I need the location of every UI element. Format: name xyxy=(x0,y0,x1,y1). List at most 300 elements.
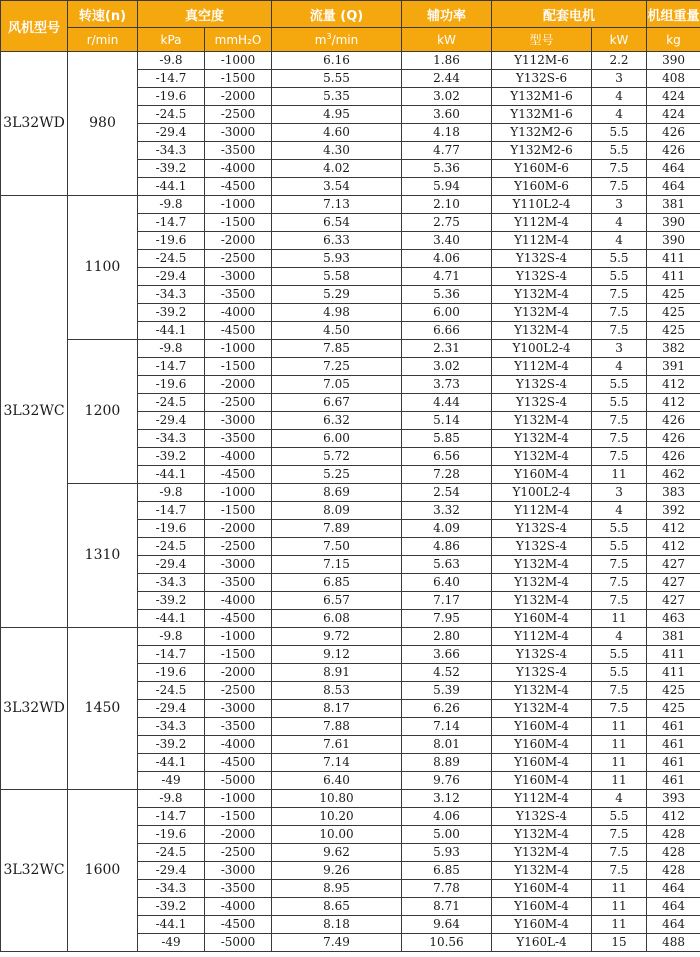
flow-cell: 10.80 xyxy=(272,790,402,808)
motor-type-cell: Y112M-4 xyxy=(492,502,592,520)
flow-cell: 9.62 xyxy=(272,844,402,862)
vacuum-mmh2o-cell: -4500 xyxy=(205,466,272,484)
motor-type-cell: Y160M-4 xyxy=(492,736,592,754)
motor-type-cell: Y132M-4 xyxy=(492,574,592,592)
flow-cell: 4.95 xyxy=(272,106,402,124)
aux-power-cell: 10.56 xyxy=(402,934,492,952)
motor-type-cell: Y132S-4 xyxy=(492,394,592,412)
motor-kw-cell: 4 xyxy=(592,232,647,250)
vacuum-kpa-cell: -44.1 xyxy=(138,916,205,934)
vacuum-mmh2o-cell: -2500 xyxy=(205,250,272,268)
vacuum-mmh2o-cell: -2500 xyxy=(205,538,272,556)
motor-type-cell: Y132M-4 xyxy=(492,304,592,322)
motor-type-cell: Y160M-4 xyxy=(492,610,592,628)
vacuum-kpa-cell: -39.2 xyxy=(138,898,205,916)
motor-kw-cell: 7.5 xyxy=(592,286,647,304)
aux-power-cell: 3.60 xyxy=(402,106,492,124)
vacuum-mmh2o-cell: -3000 xyxy=(205,862,272,880)
weight-cell: 427 xyxy=(647,592,700,610)
motor-type-cell: Y132M1-6 xyxy=(492,106,592,124)
flow-cell: 7.14 xyxy=(272,754,402,772)
weight-cell: 411 xyxy=(647,664,700,682)
table-row xyxy=(1,340,700,358)
vacuum-kpa-cell: -34.3 xyxy=(138,718,205,736)
aux-power-cell: 4.71 xyxy=(402,268,492,286)
flow-cell: 6.16 xyxy=(272,52,402,70)
flow-cell: 7.88 xyxy=(272,718,402,736)
vacuum-mmh2o-cell: -2000 xyxy=(205,826,272,844)
motor-type-cell: Y132M2-6 xyxy=(492,124,592,142)
vacuum-kpa-cell: -24.5 xyxy=(138,106,205,124)
vacuum-kpa-cell: -34.3 xyxy=(138,430,205,448)
motor-kw-cell: 5.5 xyxy=(592,520,647,538)
vacuum-kpa-cell: -29.4 xyxy=(138,124,205,142)
motor-kw-cell: 4 xyxy=(592,106,647,124)
speed-cell: 1600 xyxy=(68,790,138,952)
flow-cell: 7.50 xyxy=(272,538,402,556)
motor-type-cell: Y132S-4 xyxy=(492,376,592,394)
weight-cell: 425 xyxy=(647,304,700,322)
weight-cell: 412 xyxy=(647,394,700,412)
weight-cell: 464 xyxy=(647,880,700,898)
motor-type-cell: Y132M1-6 xyxy=(492,88,592,106)
table-row xyxy=(1,484,700,502)
speed-cell: 1450 xyxy=(68,628,138,790)
aux-power-cell: 3.66 xyxy=(402,646,492,664)
weight-cell: 428 xyxy=(647,826,700,844)
speed-cell: 1100 xyxy=(68,196,138,340)
model-cell: 3L32WD xyxy=(1,628,68,790)
weight-cell: 488 xyxy=(647,934,700,952)
weight-cell: 426 xyxy=(647,430,700,448)
vacuum-kpa-cell: -49 xyxy=(138,772,205,790)
flow-cell: 6.54 xyxy=(272,214,402,232)
flow-cell: 5.29 xyxy=(272,286,402,304)
motor-kw-cell: 7.5 xyxy=(592,160,647,178)
motor-type-cell: Y160M-4 xyxy=(492,898,592,916)
flow-cell: 6.00 xyxy=(272,430,402,448)
vacuum-kpa-cell: -34.3 xyxy=(138,286,205,304)
vacuum-mmh2o-cell: -4000 xyxy=(205,592,272,610)
vacuum-mmh2o-cell: -4000 xyxy=(205,304,272,322)
vacuum-kpa-cell: -14.7 xyxy=(138,70,205,88)
flow-cell: 7.25 xyxy=(272,358,402,376)
flow-cell: 7.61 xyxy=(272,736,402,754)
vacuum-mmh2o-cell: -1500 xyxy=(205,70,272,88)
speed-cell: 1310 xyxy=(68,484,138,628)
vacuum-mmh2o-cell: -1500 xyxy=(205,808,272,826)
header-weight: 机组重量 xyxy=(647,1,700,28)
table-row xyxy=(1,628,700,646)
motor-kw-cell: 7.5 xyxy=(592,556,647,574)
flow-cell: 8.09 xyxy=(272,502,402,520)
aux-power-cell: 7.95 xyxy=(402,610,492,628)
motor-type-cell: Y132M-4 xyxy=(492,448,592,466)
motor-type-cell: Y132M-4 xyxy=(492,322,592,340)
vacuum-kpa-cell: -44.1 xyxy=(138,754,205,772)
aux-power-cell: 3.73 xyxy=(402,376,492,394)
motor-type-cell: Y132S-4 xyxy=(492,808,592,826)
weight-cell: 425 xyxy=(647,682,700,700)
motor-kw-cell: 5.5 xyxy=(592,142,647,160)
flow-cell: 8.91 xyxy=(272,664,402,682)
vacuum-kpa-cell: -19.6 xyxy=(138,826,205,844)
vacuum-mmh2o-cell: -4000 xyxy=(205,448,272,466)
motor-type-cell: Y112M-4 xyxy=(492,628,592,646)
flow-cell: 10.20 xyxy=(272,808,402,826)
vacuum-kpa-cell: -24.5 xyxy=(138,394,205,412)
aux-power-cell: 5.14 xyxy=(402,412,492,430)
vacuum-kpa-cell: -14.7 xyxy=(138,646,205,664)
motor-kw-cell: 5.5 xyxy=(592,250,647,268)
aux-power-cell: 5.00 xyxy=(402,826,492,844)
flow-cell: 5.25 xyxy=(272,466,402,484)
aux-power-cell: 9.64 xyxy=(402,916,492,934)
aux-power-cell: 4.44 xyxy=(402,394,492,412)
flow-cell: 8.65 xyxy=(272,898,402,916)
vacuum-kpa-cell: -44.1 xyxy=(138,466,205,484)
motor-type-cell: Y132S-4 xyxy=(492,250,592,268)
motor-type-cell: Y160M-4 xyxy=(492,754,592,772)
vacuum-mmh2o-cell: -1000 xyxy=(205,790,272,808)
flow-cell: 9.26 xyxy=(272,862,402,880)
weight-cell: 461 xyxy=(647,772,700,790)
motor-kw-cell: 4 xyxy=(592,502,647,520)
flow-cell: 8.53 xyxy=(272,682,402,700)
weight-cell: 427 xyxy=(647,556,700,574)
motor-type-cell: Y132M-4 xyxy=(492,430,592,448)
vacuum-kpa-cell: -9.8 xyxy=(138,628,205,646)
aux-power-cell: 7.78 xyxy=(402,880,492,898)
table-row xyxy=(1,790,700,808)
motor-kw-cell: 11 xyxy=(592,718,647,736)
weight-cell: 425 xyxy=(647,286,700,304)
vacuum-mmh2o-cell: -3500 xyxy=(205,880,272,898)
motor-kw-cell: 11 xyxy=(592,898,647,916)
motor-type-cell: Y132M-4 xyxy=(492,592,592,610)
flow-cell: 5.72 xyxy=(272,448,402,466)
vacuum-kpa-cell: -9.8 xyxy=(138,196,205,214)
model-cell: 3L32WC xyxy=(1,790,68,952)
vacuum-kpa-cell: -44.1 xyxy=(138,178,205,196)
motor-kw-cell: 11 xyxy=(592,610,647,628)
header-weight-unit: kg xyxy=(647,28,700,52)
aux-power-cell: 2.44 xyxy=(402,70,492,88)
aux-power-cell: 5.63 xyxy=(402,556,492,574)
aux-power-cell: 2.10 xyxy=(402,196,492,214)
flow-cell: 7.85 xyxy=(272,340,402,358)
flow-cell: 3.54 xyxy=(272,178,402,196)
aux-power-cell: 2.54 xyxy=(402,484,492,502)
weight-cell: 383 xyxy=(647,484,700,502)
motor-type-cell: Y160M-4 xyxy=(492,880,592,898)
weight-cell: 411 xyxy=(647,268,700,286)
motor-kw-cell: 4 xyxy=(592,358,647,376)
motor-kw-cell: 5.5 xyxy=(592,808,647,826)
aux-power-cell: 8.01 xyxy=(402,736,492,754)
header-row-1 xyxy=(1,1,700,28)
flow-cell: 10.00 xyxy=(272,826,402,844)
motor-kw-cell: 11 xyxy=(592,754,647,772)
weight-cell: 461 xyxy=(647,718,700,736)
flow-cell: 6.08 xyxy=(272,610,402,628)
header-vacuum-mmh2o: mmH₂O xyxy=(205,28,272,52)
motor-type-cell: Y132M-4 xyxy=(492,286,592,304)
table-row xyxy=(1,196,700,214)
vacuum-kpa-cell: -9.8 xyxy=(138,790,205,808)
motor-kw-cell: 11 xyxy=(592,466,647,484)
weight-cell: 464 xyxy=(647,916,700,934)
aux-power-cell: 5.39 xyxy=(402,682,492,700)
aux-power-cell: 5.36 xyxy=(402,286,492,304)
vacuum-mmh2o-cell: -2500 xyxy=(205,106,272,124)
weight-cell: 390 xyxy=(647,232,700,250)
flow-cell: 7.15 xyxy=(272,556,402,574)
aux-power-cell: 7.14 xyxy=(402,718,492,736)
weight-cell: 464 xyxy=(647,160,700,178)
vacuum-mmh2o-cell: -3500 xyxy=(205,286,272,304)
vacuum-mmh2o-cell: -2000 xyxy=(205,664,272,682)
motor-kw-cell: 7.5 xyxy=(592,448,647,466)
vacuum-mmh2o-cell: -1500 xyxy=(205,646,272,664)
motor-kw-cell: 5.5 xyxy=(592,664,647,682)
vacuum-kpa-cell: -19.6 xyxy=(138,664,205,682)
vacuum-kpa-cell: -39.2 xyxy=(138,592,205,610)
flow-cell: 6.57 xyxy=(272,592,402,610)
header-motor-kw: kW xyxy=(592,28,647,52)
motor-type-cell: Y160M-4 xyxy=(492,718,592,736)
vacuum-mmh2o-cell: -2500 xyxy=(205,394,272,412)
flow-cell: 4.30 xyxy=(272,142,402,160)
flow-cell: 7.05 xyxy=(272,376,402,394)
weight-cell: 426 xyxy=(647,448,700,466)
motor-kw-cell: 11 xyxy=(592,880,647,898)
weight-cell: 461 xyxy=(647,754,700,772)
motor-kw-cell: 5.5 xyxy=(592,394,647,412)
aux-power-cell: 4.86 xyxy=(402,538,492,556)
motor-type-cell: Y132M-4 xyxy=(492,412,592,430)
aux-power-cell: 3.40 xyxy=(402,232,492,250)
motor-type-cell: Y110L2-4 xyxy=(492,196,592,214)
vacuum-kpa-cell: -34.3 xyxy=(138,142,205,160)
motor-kw-cell: 5.5 xyxy=(592,376,647,394)
weight-cell: 412 xyxy=(647,376,700,394)
vacuum-kpa-cell: -9.8 xyxy=(138,484,205,502)
motor-kw-cell: 7.5 xyxy=(592,844,647,862)
motor-kw-cell: 5.5 xyxy=(592,124,647,142)
weight-cell: 393 xyxy=(647,790,700,808)
vacuum-mmh2o-cell: -4500 xyxy=(205,754,272,772)
weight-cell: 427 xyxy=(647,574,700,592)
aux-power-cell: 3.02 xyxy=(402,358,492,376)
motor-kw-cell: 7.5 xyxy=(592,574,647,592)
aux-power-cell: 6.56 xyxy=(402,448,492,466)
motor-type-cell: Y132S-4 xyxy=(492,538,592,556)
weight-cell: 464 xyxy=(647,178,700,196)
motor-type-cell: Y160M-4 xyxy=(492,916,592,934)
aux-power-cell: 2.75 xyxy=(402,214,492,232)
motor-kw-cell: 7.5 xyxy=(592,322,647,340)
motor-type-cell: Y132M-4 xyxy=(492,700,592,718)
motor-kw-cell: 3 xyxy=(592,340,647,358)
vacuum-mmh2o-cell: -2000 xyxy=(205,520,272,538)
motor-kw-cell: 15 xyxy=(592,934,647,952)
weight-cell: 462 xyxy=(647,466,700,484)
vacuum-mmh2o-cell: -2500 xyxy=(205,844,272,862)
motor-type-cell: Y132S-6 xyxy=(492,70,592,88)
vacuum-kpa-cell: -34.3 xyxy=(138,574,205,592)
aux-power-cell: 4.06 xyxy=(402,808,492,826)
weight-cell: 424 xyxy=(647,88,700,106)
flow-cell: 6.67 xyxy=(272,394,402,412)
flow-cell: 4.60 xyxy=(272,124,402,142)
motor-kw-cell: 7.5 xyxy=(592,700,647,718)
flow-cell: 8.95 xyxy=(272,880,402,898)
motor-kw-cell: 7.5 xyxy=(592,826,647,844)
weight-cell: 428 xyxy=(647,844,700,862)
vacuum-mmh2o-cell: -4000 xyxy=(205,160,272,178)
aux-power-cell: 8.89 xyxy=(402,754,492,772)
weight-cell: 461 xyxy=(647,736,700,754)
motor-kw-cell: 5.5 xyxy=(592,538,647,556)
aux-power-cell: 3.02 xyxy=(402,88,492,106)
motor-type-cell: Y160M-4 xyxy=(492,772,592,790)
header-flow: 流量 (Q) xyxy=(272,1,402,28)
motor-kw-cell: 3 xyxy=(592,484,647,502)
motor-kw-cell: 4 xyxy=(592,88,647,106)
motor-type-cell: Y160M-6 xyxy=(492,160,592,178)
flow-cell: 9.12 xyxy=(272,646,402,664)
vacuum-mmh2o-cell: -1000 xyxy=(205,196,272,214)
flow-cell: 8.17 xyxy=(272,700,402,718)
vacuum-kpa-cell: -39.2 xyxy=(138,304,205,322)
motor-kw-cell: 3 xyxy=(592,70,647,88)
vacuum-mmh2o-cell: -3000 xyxy=(205,700,272,718)
motor-type-cell: Y160M-4 xyxy=(492,466,592,484)
weight-cell: 412 xyxy=(647,520,700,538)
motor-type-cell: Y132S-4 xyxy=(492,646,592,664)
aux-power-cell: 7.28 xyxy=(402,466,492,484)
motor-type-cell: Y132S-4 xyxy=(492,268,592,286)
motor-type-cell: Y112M-4 xyxy=(492,790,592,808)
vacuum-mmh2o-cell: -2000 xyxy=(205,376,272,394)
motor-type-cell: Y132S-4 xyxy=(492,664,592,682)
vacuum-kpa-cell: -14.7 xyxy=(138,358,205,376)
motor-type-cell: Y112M-6 xyxy=(492,52,592,70)
flow-cell: 6.33 xyxy=(272,232,402,250)
motor-kw-cell: 7.5 xyxy=(592,304,647,322)
vacuum-kpa-cell: -14.7 xyxy=(138,808,205,826)
vacuum-mmh2o-cell: -3500 xyxy=(205,142,272,160)
vacuum-kpa-cell: -14.7 xyxy=(138,214,205,232)
vacuum-mmh2o-cell: -1000 xyxy=(205,52,272,70)
flow-cell: 5.35 xyxy=(272,88,402,106)
vacuum-mmh2o-cell: -5000 xyxy=(205,934,272,952)
motor-kw-cell: 7.5 xyxy=(592,178,647,196)
vacuum-kpa-cell: -19.6 xyxy=(138,232,205,250)
vacuum-kpa-cell: -39.2 xyxy=(138,448,205,466)
vacuum-mmh2o-cell: -3500 xyxy=(205,718,272,736)
aux-power-cell: 4.52 xyxy=(402,664,492,682)
aux-power-cell: 6.85 xyxy=(402,862,492,880)
model-cell: 3L32WC xyxy=(1,196,68,628)
vacuum-kpa-cell: -24.5 xyxy=(138,844,205,862)
vacuum-mmh2o-cell: -3500 xyxy=(205,430,272,448)
vacuum-mmh2o-cell: -4500 xyxy=(205,178,272,196)
vacuum-kpa-cell: -24.5 xyxy=(138,538,205,556)
header-row-2 xyxy=(1,28,700,52)
weight-cell: 424 xyxy=(647,106,700,124)
weight-cell: 412 xyxy=(647,538,700,556)
motor-kw-cell: 4 xyxy=(592,628,647,646)
flow-cell: 4.02 xyxy=(272,160,402,178)
aux-power-cell: 5.85 xyxy=(402,430,492,448)
aux-power-cell: 4.77 xyxy=(402,142,492,160)
weight-cell: 464 xyxy=(647,898,700,916)
vacuum-mmh2o-cell: -4500 xyxy=(205,916,272,934)
vacuum-mmh2o-cell: -3000 xyxy=(205,412,272,430)
weight-cell: 426 xyxy=(647,142,700,160)
vacuum-kpa-cell: -49 xyxy=(138,934,205,952)
header-vacuum: 真空度 xyxy=(138,1,272,28)
vacuum-kpa-cell: -19.6 xyxy=(138,520,205,538)
vacuum-kpa-cell: -29.4 xyxy=(138,556,205,574)
speed-cell: 1200 xyxy=(68,340,138,484)
motor-kw-cell: 11 xyxy=(592,772,647,790)
motor-type-cell: Y160M-6 xyxy=(492,178,592,196)
motor-kw-cell: 7.5 xyxy=(592,862,647,880)
vacuum-mmh2o-cell: -3500 xyxy=(205,574,272,592)
motor-type-cell: Y132M-4 xyxy=(492,682,592,700)
aux-power-cell: 4.09 xyxy=(402,520,492,538)
vacuum-mmh2o-cell: -1500 xyxy=(205,358,272,376)
motor-type-cell: Y160L-4 xyxy=(492,934,592,952)
model-cell: 3L32WD xyxy=(1,52,68,196)
vacuum-kpa-cell: -19.6 xyxy=(138,376,205,394)
motor-type-cell: Y112M-4 xyxy=(492,358,592,376)
aux-power-cell: 6.26 xyxy=(402,700,492,718)
vacuum-kpa-cell: -29.4 xyxy=(138,412,205,430)
vacuum-kpa-cell: -44.1 xyxy=(138,322,205,340)
vacuum-mmh2o-cell: -5000 xyxy=(205,772,272,790)
vacuum-kpa-cell: -34.3 xyxy=(138,880,205,898)
motor-type-cell: Y132M-4 xyxy=(492,826,592,844)
weight-cell: 381 xyxy=(647,628,700,646)
aux-power-cell: 3.12 xyxy=(402,790,492,808)
flow-cell: 9.72 xyxy=(272,628,402,646)
vacuum-mmh2o-cell: -1500 xyxy=(205,214,272,232)
vacuum-kpa-cell: -39.2 xyxy=(138,736,205,754)
flow-cell: 7.13 xyxy=(272,196,402,214)
flow-cell: 6.85 xyxy=(272,574,402,592)
flow-cell: 8.69 xyxy=(272,484,402,502)
motor-type-cell: Y100L2-4 xyxy=(492,340,592,358)
vacuum-kpa-cell: -29.4 xyxy=(138,268,205,286)
aux-power-cell: 6.00 xyxy=(402,304,492,322)
weight-cell: 463 xyxy=(647,610,700,628)
vacuum-kpa-cell: -24.5 xyxy=(138,682,205,700)
flow-cell: 7.89 xyxy=(272,520,402,538)
weight-cell: 391 xyxy=(647,358,700,376)
vacuum-kpa-cell: -19.6 xyxy=(138,88,205,106)
flow-cell: 5.93 xyxy=(272,250,402,268)
flow-cell: 6.40 xyxy=(272,772,402,790)
aux-power-cell: 5.36 xyxy=(402,160,492,178)
aux-power-cell: 9.76 xyxy=(402,772,492,790)
aux-power-cell: 8.71 xyxy=(402,898,492,916)
vacuum-mmh2o-cell: -2000 xyxy=(205,232,272,250)
motor-kw-cell: 4 xyxy=(592,790,647,808)
